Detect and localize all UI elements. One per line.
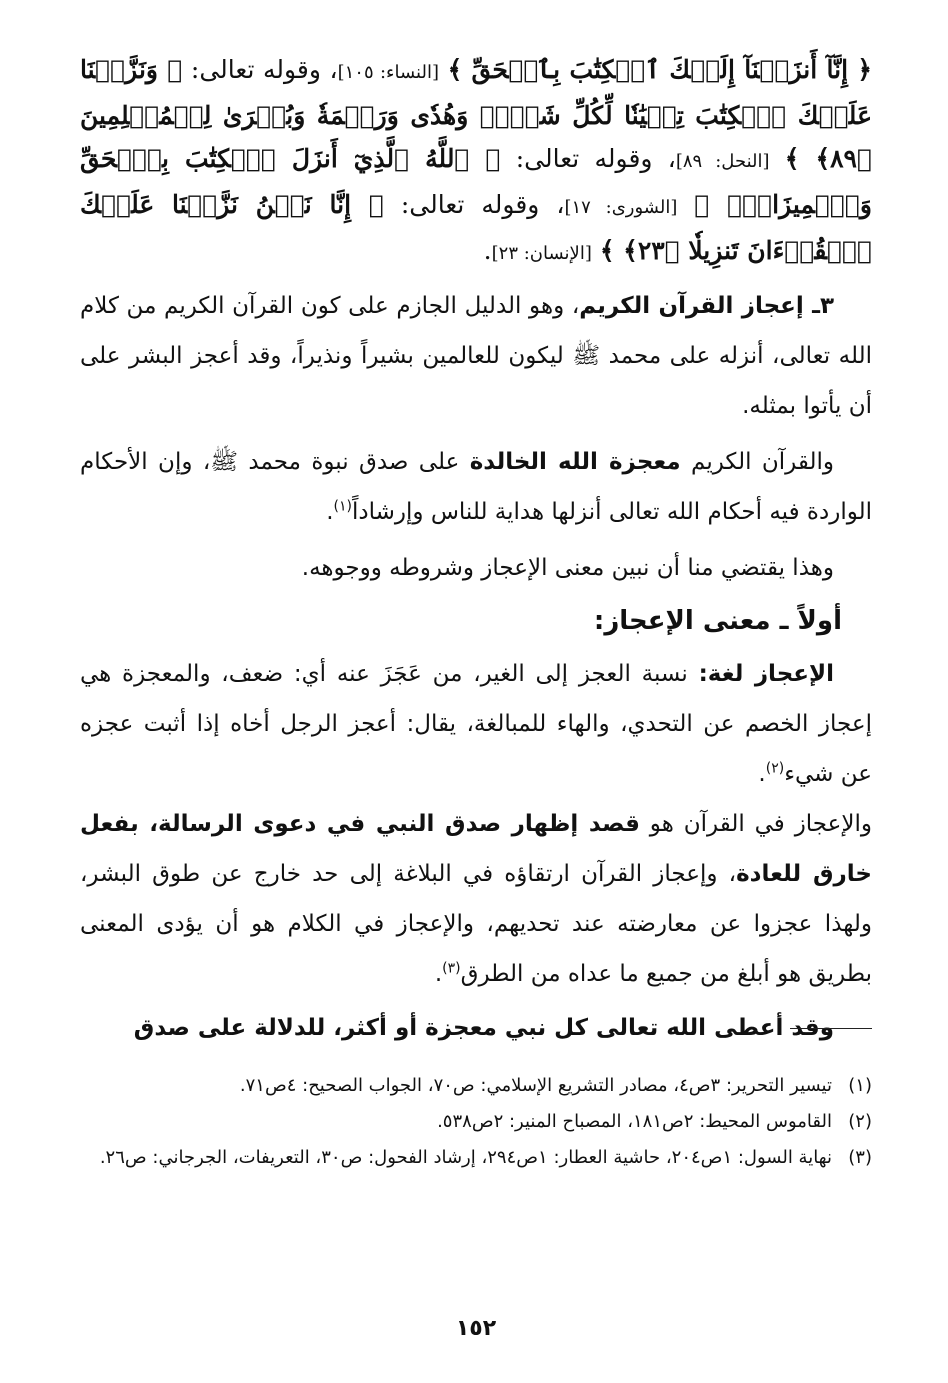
verse-reference: [الإنسان: ٢٣] (491, 243, 592, 264)
intro-paragraph: وهذا يقتضي منا أن نبين معنى الإعجاز وشروطه ووجوهه. (301, 555, 834, 581)
point-3-text: ، وهو الدليل الجازم على كون القرآن الكريم من كلام الله تعالى، أنزله على محمد ﷺ ليكون للعالمين بشيراً ونذيراً، وقد أعجز البشر على أن يأتوا بمثله. (80, 293, 872, 419)
footnote-marker[interactable]: (٢) (765, 760, 785, 777)
quran-verse: ﴿ ٱللَّهُ ٱلَّذِيٓ أَنزَلَ ٱلۡكِتَٰبَ بِٱلۡحَقِّ وَٱلۡمِيزَانَۗ ﴾ (80, 144, 872, 219)
paragraph-text: والإعجاز في القرآن هو (639, 811, 872, 837)
footnote-text: تيسير التحرير: ٣ص٤، مصادر التشريع الإسلامي: ص٧٠، الجواب الصحيح: ٤ص٧١. (239, 1075, 832, 1096)
sentence-end: . (434, 961, 443, 987)
bold-phrase: وقد أعطى الله تعالى كل نبي معجزة أو أكثر، للدلالة على صدق (133, 1015, 834, 1041)
sentence-end: . (326, 499, 334, 525)
miracle-paragraph (80, 437, 872, 537)
book-page (80, 48, 872, 1348)
quran-verses-paragraph (80, 48, 872, 275)
connector-text: ، وقوله تعالى: (182, 55, 338, 84)
section-heading: أولاً ـ معنى الإعجاز: (593, 606, 842, 636)
footnote-separator (790, 1028, 872, 1029)
quran-verse: ﴿ إِنَّآ أَنزَلۡنَآ إِلَيۡكَ ٱلۡكِتَٰبَ بِٱلۡحَقِّ ﴾ (447, 55, 872, 84)
paragraph-text: ، وإعجاز القرآن ارتقاؤه في البلاغة إلى حد خارج عن طوق البشر، ولهذا عجزوا عن معارضته عند تحديهم، والإعجاز في الكلام هو أن يؤدى المعنى بطريق هو أبلغ من جميع ما عداه من الطرق (80, 861, 872, 987)
footnote-marker[interactable]: (٣) (442, 960, 461, 977)
paragraph-text: نسبة العجز إلى الغير، من عَجَزَ عنه أي: ضعف، والمعجزة هي إعجاز الخصم عن التحدي، والهاء للمبالغة، يقال: أعجز الرجل أخاه إذا أثبت عجزه عن شيء (80, 661, 872, 787)
verse-reference: [النساء: ١٠٥] (337, 62, 439, 83)
point-3-paragraph (80, 281, 872, 431)
paragraph-text: والقرآن الكريم (680, 449, 835, 475)
quran-verse: ﴿ وَنَزَّلۡنَا عَلَيۡكَ ٱلۡكِتَٰبَ تِبۡيَٰنٗا لِّكُلِّ شَيۡءٖ وَهُدٗى وَرَحۡمَةٗ وَبُشۡرَىٰ لِلۡمُسۡلِمِينَ ﴿٨٩﴾ ﴾ (80, 55, 872, 173)
linguistic-definition-paragraph (80, 649, 872, 799)
bold-phrase: قصد إظهار صدق النبي في دعوى الرسالة، بفعل خارق للعادة (80, 811, 872, 887)
bold-phrase: معجزة الله الخالدة (469, 449, 681, 475)
sentence-end: . (758, 761, 766, 787)
footnote-number: (٣) (848, 1147, 872, 1168)
footnote-item (80, 1104, 872, 1140)
sentence-end: . (483, 236, 492, 265)
verse-reference: [الشورى: ١٧] (564, 197, 678, 218)
footnote-number: (٢) (848, 1111, 872, 1132)
footnote-item (80, 1068, 872, 1104)
footnote-number: (١) (848, 1075, 872, 1096)
quran-verse: ﴿ إِنَّا نَحۡنُ نَزَّلۡنَا عَلَيۡكَ ٱلۡقُرۡءَانَ تَنزِيلٗا ﴿٢٣﴾ ﴾ (80, 190, 872, 265)
footnote-text: القاموس المحيط: ٢ص١٨١، المصباح المنير: ٢ص٥٣٨. (437, 1111, 832, 1132)
verse-reference: [النحل: ٨٩] (675, 151, 770, 172)
prophets-miracles-paragraph (80, 1003, 872, 1053)
page-number: ١٥٢ (455, 1316, 497, 1341)
connector-text: ، وقوله تعالى: (383, 190, 565, 219)
definition-label: الإعجاز لغة: (698, 661, 834, 687)
connector-text: ، وقوله تعالى: (500, 144, 676, 173)
footnote-text: نهاية السول: ١ص٢٠٤، حاشية العطار: ١ص٢٩٤، إرشاد الفحول: ص٣٠، التعريفات، الجرجاني: ص٢٦. (99, 1147, 832, 1168)
footnote-marker[interactable]: (١) (333, 498, 352, 515)
paragraph-text: على صدق نبوة محمد ﷺ، وإن الأحكام الواردة فيه أحكام الله تعالى أنزلها هداية للناس وإرشاداً (80, 449, 872, 525)
point-3-label: ٣ـ إعجاز القرآن الكريم (579, 293, 834, 319)
footnote-item (80, 1140, 872, 1176)
footnotes (80, 1068, 872, 1176)
quran-miracle-definition-paragraph (80, 799, 872, 999)
